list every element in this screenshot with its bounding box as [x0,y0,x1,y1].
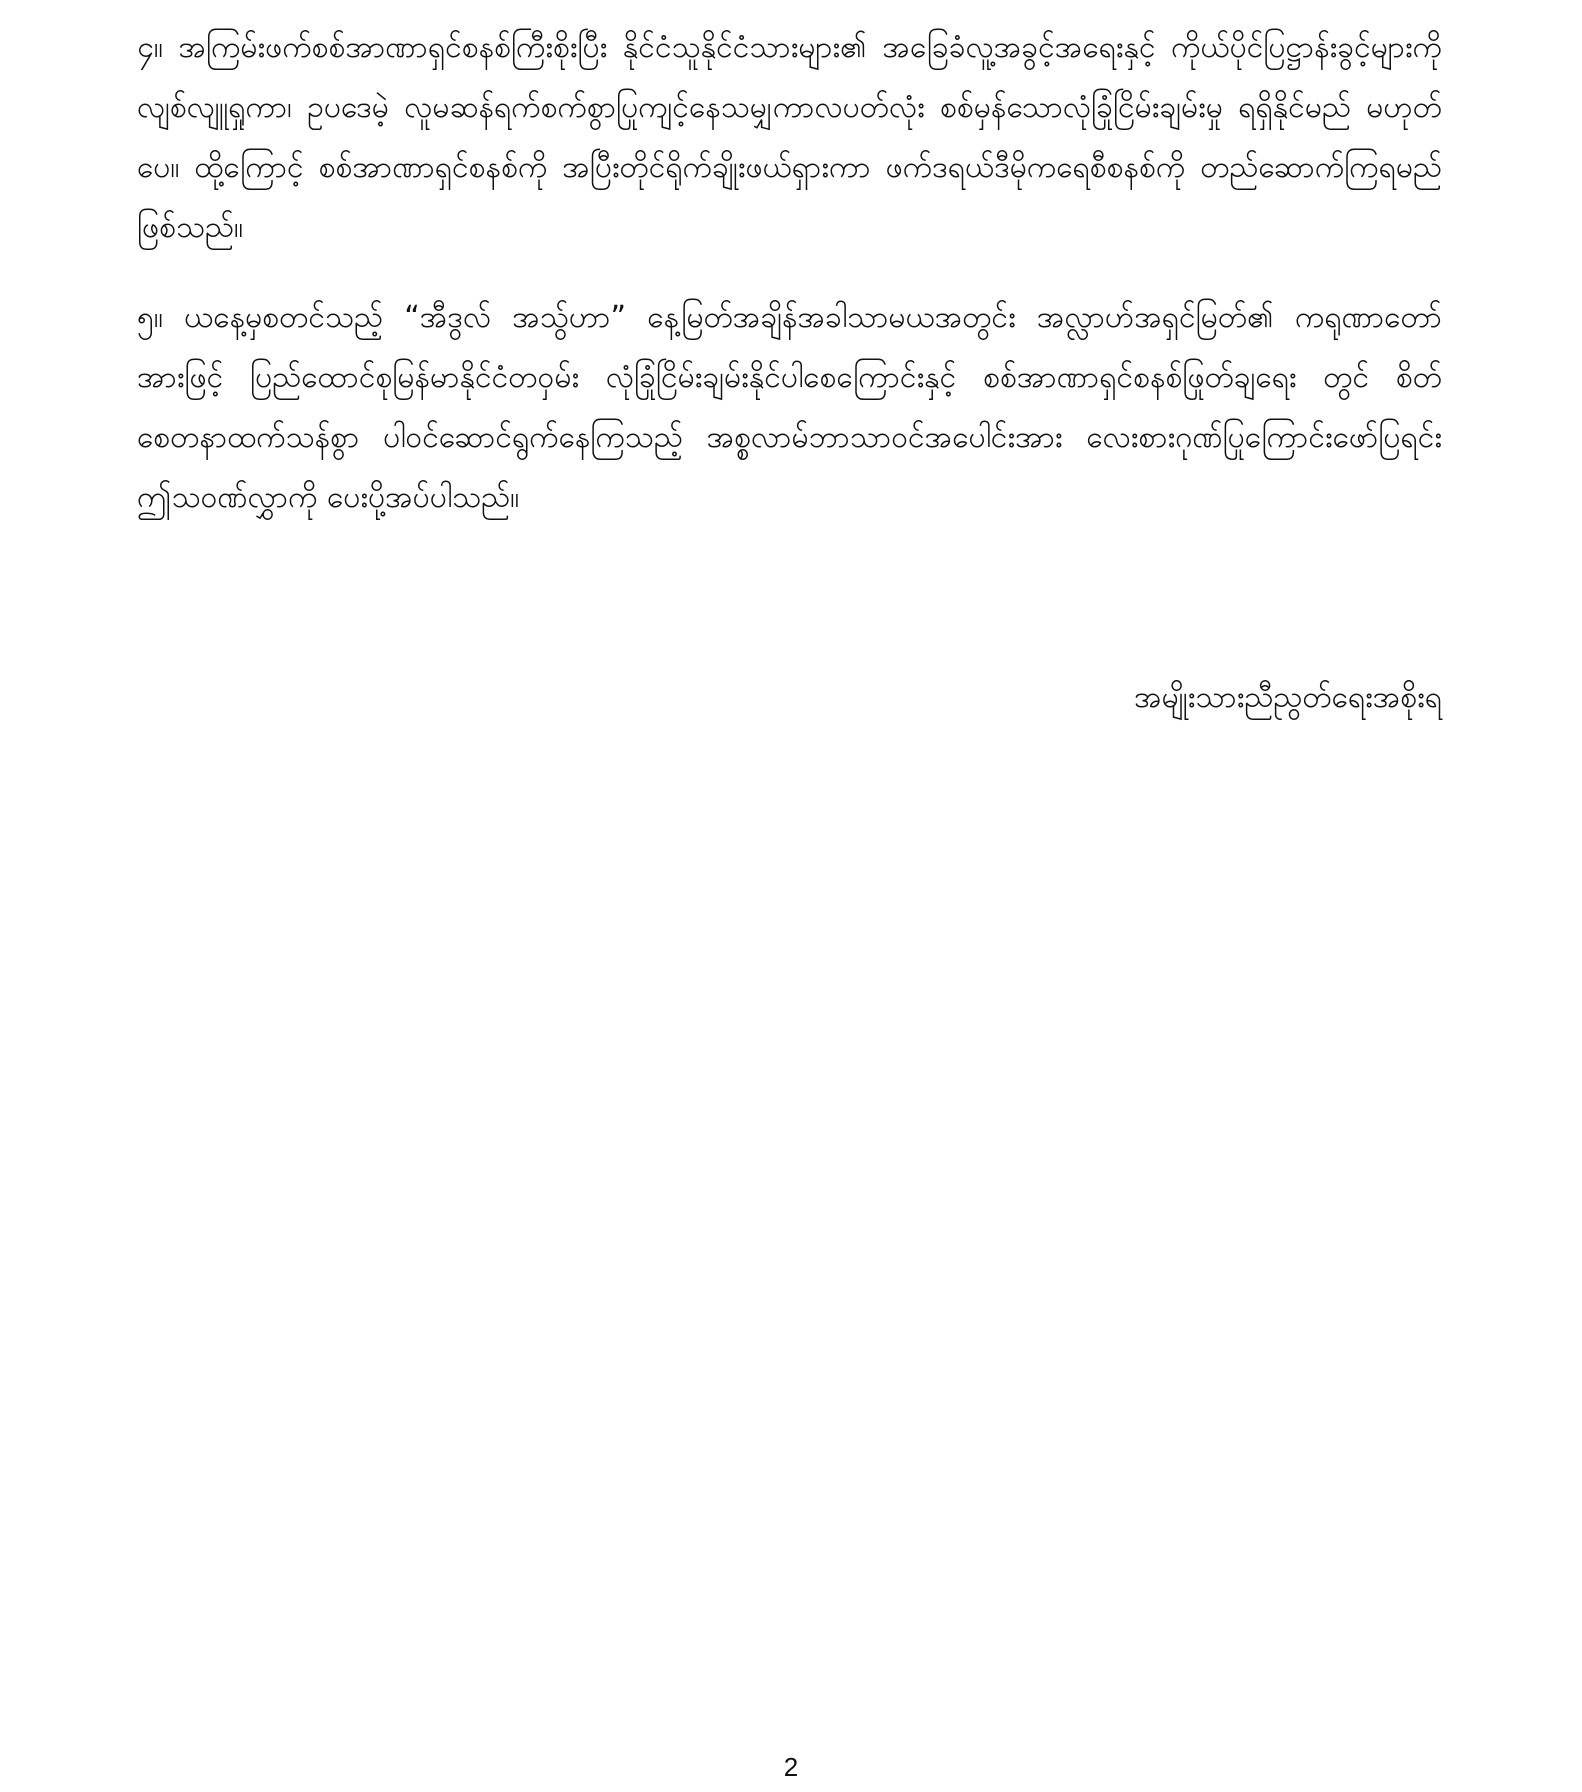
issuing-authority: အမျိုးသားညီညွတ်ရေးအစိုးရ [1134,680,1442,715]
paragraph-4: ၄။ အကြမ်းဖက်စစ်အာဏာရှင်စနစ်ကြီးစိုးပြီး နိုင်ငံသူနိုင်ငံသားများ၏ အခြေခံလူ့အခွင့်အရေးနှင့် ကိုယ်ပိုင်ပြဋ္ဌာန်းခွင့်များကို လျစ်လျူရှုကာ၊ ဥပဒေမဲ့ လူမဆန်ရက်စက်စွာပြုကျင့်နေသမျှကာလပတ်လုံး စစ်မှန်သောလုံခြုံငြိမ်းချမ်းမှု ရရှိနိုင်မည် မဟုတ်ပေ။ ထို့ကြောင့် စစ်အာဏာရှင်စနစ်ကို အပြီးတိုင်ရိုက်ချိုးဖယ်ရှားကာ ဖက်ဒရယ်ဒီမိုကရေစီစနစ်ကို တည်ဆောက်ကြရမည်ဖြစ်သည်။ [137,30,1442,245]
paragraph-5: ၅။ ယနေ့မှစတင်သည့် “အီဒွလ် အသွ်ဟာ” နေ့မြတ်အချိန်အခါသာမယအတွင်း အလ္လာဟ်အရှင်မြတ်၏ ကရုဏာတော်အားဖြင့် ပြည်ထောင်စုမြန်မာနိုင်ငံတဝှမ်း လုံခြုံငြိမ်းချမ်းနိုင်ပါစေကြောင်းနှင့် စစ်အာဏာရှင်စနစ်ဖြုတ်ချရေး တွင် စိတ်စေတနာထက်သန်စွာ ပါဝင်ဆောင်ရွက်နေကြသည့် အစ္စလာမ်ဘာသာဝင်အပေါင်းအား လေးစားဂုဏ်ပြုကြောင်းဖော်ပြရင်း ဤသဝဏ်လွှာကို ပေးပို့အပ်ပါသည်။ [137,300,1442,515]
document-body [137,18,1442,558]
page-number: 2 [783,1752,799,1782]
